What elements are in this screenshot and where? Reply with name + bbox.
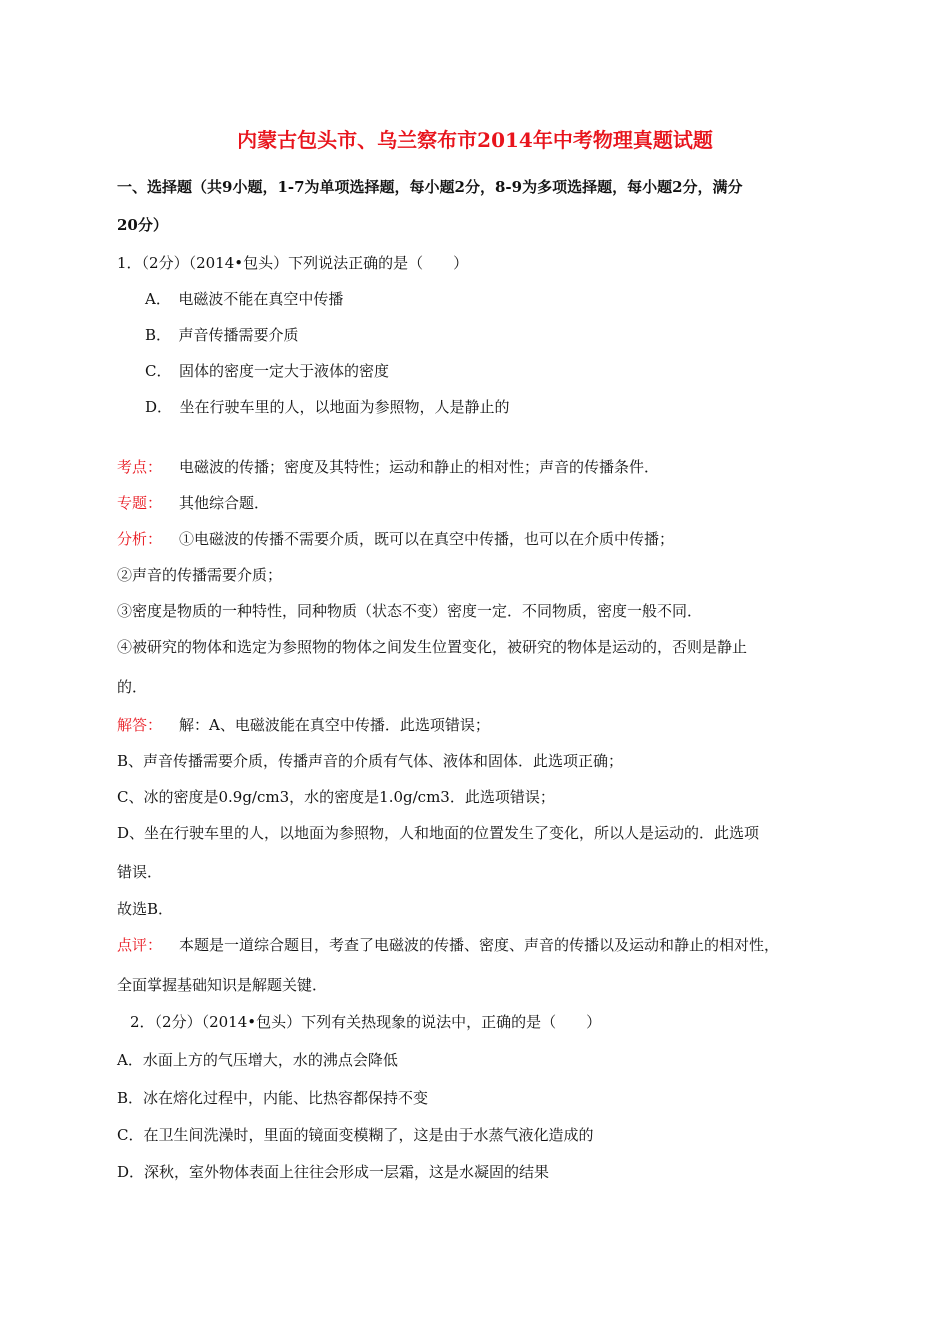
fenxi-row: [117, 529, 674, 549]
question-2-option-c: C．在卫生间洗澡时，里面的镜面变模糊了，这是由于水蒸气液化造成的: [117, 1126, 594, 1144]
jieda-line: 解：A、电磁波能在真空中传播．此选项错误；: [179, 716, 490, 734]
fenxi-label: 分析：: [117, 530, 163, 548]
section-heading-line2: 20分）: [117, 216, 168, 234]
question-2-option-a: A．水面上方的气压增大，水的沸点会降低: [117, 1051, 398, 1069]
question-2-stem: 2．（2分）（2014•包头）下列有关热现象的说法中，正确的是（ ）: [130, 1013, 602, 1031]
jieda-label: 解答：: [117, 716, 163, 734]
fenxi-line: 的．: [117, 678, 148, 696]
question-1-option-d: D． 坐在行驶车里的人，以地面为参照物，人是静止的: [145, 398, 510, 416]
question-1-option-c: C． 固体的密度一定大于液体的密度: [145, 362, 389, 380]
question-2-option-b: B．冰在熔化过程中，内能、比热容都保持不变: [117, 1089, 429, 1107]
zhuanti-row: [117, 493, 269, 513]
section-heading-line1: 一、选择题（共9小题，1-7为单项选择题，每小题2分，8-9为多项选择题，每小题2分，满分: [117, 178, 743, 196]
page-title: 内蒙古包头市、乌兰察布市2014年中考物理真题试题: [237, 128, 713, 152]
jieda-line: 错误．: [117, 863, 163, 881]
kaodian-text: 电磁波的传播；密度及其特性；运动和静止的相对性；声音的传播条件．: [179, 458, 660, 476]
jieda-line: C、冰的密度是0.9g/cm3，水的密度是1.0g/cm3．此选项错误；: [117, 788, 555, 806]
kaodian-row: [117, 457, 659, 477]
fenxi-line: ④被研究的物体和选定为参照物的物体之间发生位置变化，被研究的物体是运动的，否则是静止: [117, 638, 748, 656]
question-1-option-a: A． 电磁波不能在真空中传播: [145, 290, 344, 308]
dianping-line: 全面掌握基础知识是解题关键．: [117, 976, 328, 994]
question-1-option-b: B． 声音传播需要介质: [145, 326, 299, 344]
jieda-line: D、坐在行驶车里的人，以地面为参照物，人和地面的位置发生了变化，所以人是运动的．此选项: [117, 824, 760, 842]
kaodian-label: 考点：: [117, 458, 163, 476]
zhuanti-text: 其他综合题．: [179, 494, 270, 512]
question-2-option-d: D．深秋，室外物体表面上往往会形成一层霜，这是水凝固的结果: [117, 1163, 550, 1181]
jieda-row: [117, 715, 490, 735]
jieda-line: 故选B．: [117, 900, 174, 918]
dianping-label: 点评：: [117, 936, 163, 954]
zhuanti-label: 专题：: [117, 494, 163, 512]
fenxi-line: ①电磁波的传播不需要介质，既可以在真空中传播，也可以在介质中传播；: [179, 530, 675, 548]
jieda-line: B、声音传播需要介质，传播声音的介质有气体、液体和固体．此选项正确；: [117, 752, 624, 770]
dianping-line: 本题是一道综合题目，考查了电磁波的传播、密度、声音的传播以及运动和静止的相对性，: [179, 936, 780, 954]
question-1-stem: 1．（2分）（2014•包头）下列说法正确的是（ ）: [117, 254, 469, 272]
fenxi-line: ②声音的传播需要介质；: [117, 566, 283, 584]
dianping-row: [117, 935, 779, 955]
fenxi-line: ③密度是物质的一种特性，同种物质（状态不变）密度一定．不同物质，密度一般不同．: [117, 602, 703, 620]
